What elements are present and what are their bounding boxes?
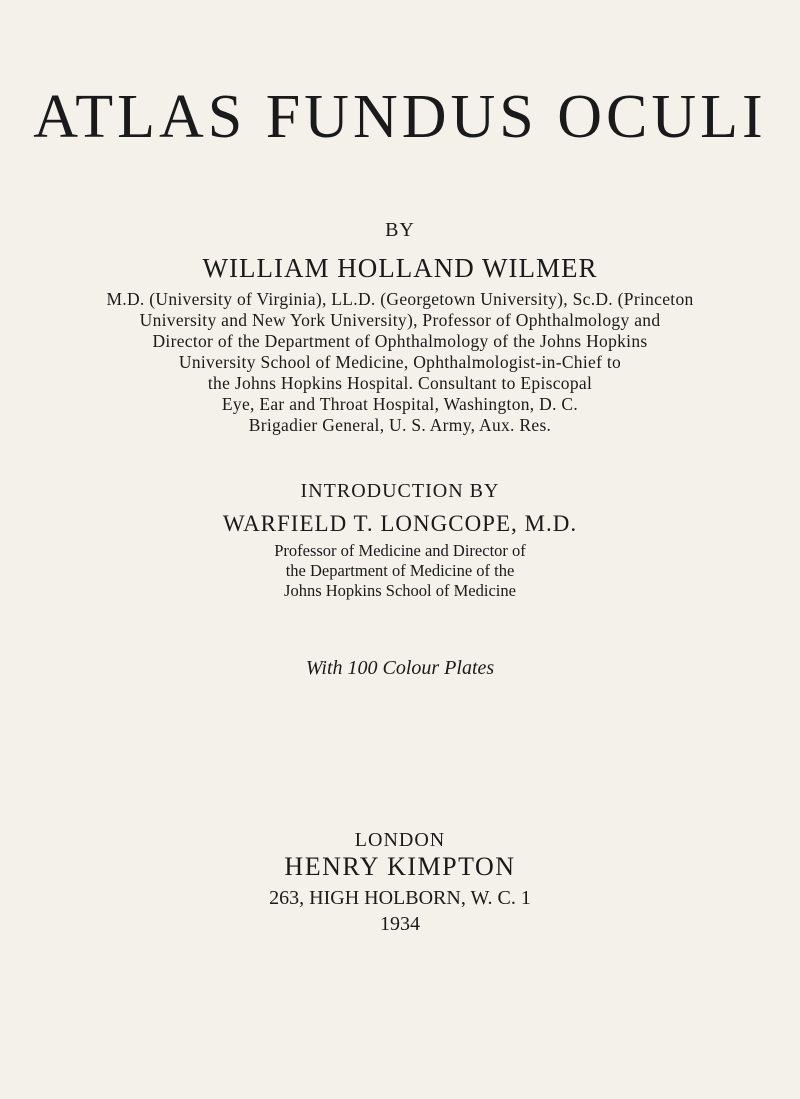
introduction-label: INTRODUCTION BY <box>300 480 500 502</box>
book-title: ATLAS FUNDUS OCULI <box>33 83 767 151</box>
credential-line: M.D. (University of Virginia), LL.D. (Georgetown University), Sc.D. (Princeton <box>106 289 694 309</box>
author-credentials <box>0 289 800 436</box>
imprint-address: 263, HIGH HOLBORN, W. C. 1 <box>269 887 531 909</box>
credential-line: University and New York University), Professor of Ophthalmology and <box>139 310 661 330</box>
plates-note: With 100 Colour Plates <box>305 657 495 679</box>
imprint-city: LONDON <box>354 829 446 851</box>
credential-line: Eye, Ear and Throat Hospital, Washington, D. C. <box>221 394 579 414</box>
imprint-publisher: HENRY KIMPTON <box>284 852 516 881</box>
credential-line: the Johns Hopkins Hospital. Consultant to Episcopal <box>207 373 593 393</box>
credential-line: Brigadier General, U. S. Army, Aux. Res. <box>248 415 552 435</box>
credential-line: Director of the Department of Ophthalmology of the Johns Hopkins <box>152 331 648 351</box>
credential-line: Professor of Medicine and Director of <box>274 541 526 560</box>
introduction-author: WARFIELD T. LONGCOPE, M.D. <box>222 511 578 536</box>
introduction-credentials <box>0 541 800 601</box>
credential-line: Johns Hopkins School of Medicine <box>284 581 516 600</box>
credential-line: the Department of Medicine of the <box>285 561 515 580</box>
by-label: BY <box>385 219 415 241</box>
credential-line: University School of Medicine, Ophthalmologist-in-Chief to <box>178 352 622 372</box>
author-name: WILLIAM HOLLAND WILMER <box>202 253 598 283</box>
imprint-year: 1934 <box>380 913 420 935</box>
